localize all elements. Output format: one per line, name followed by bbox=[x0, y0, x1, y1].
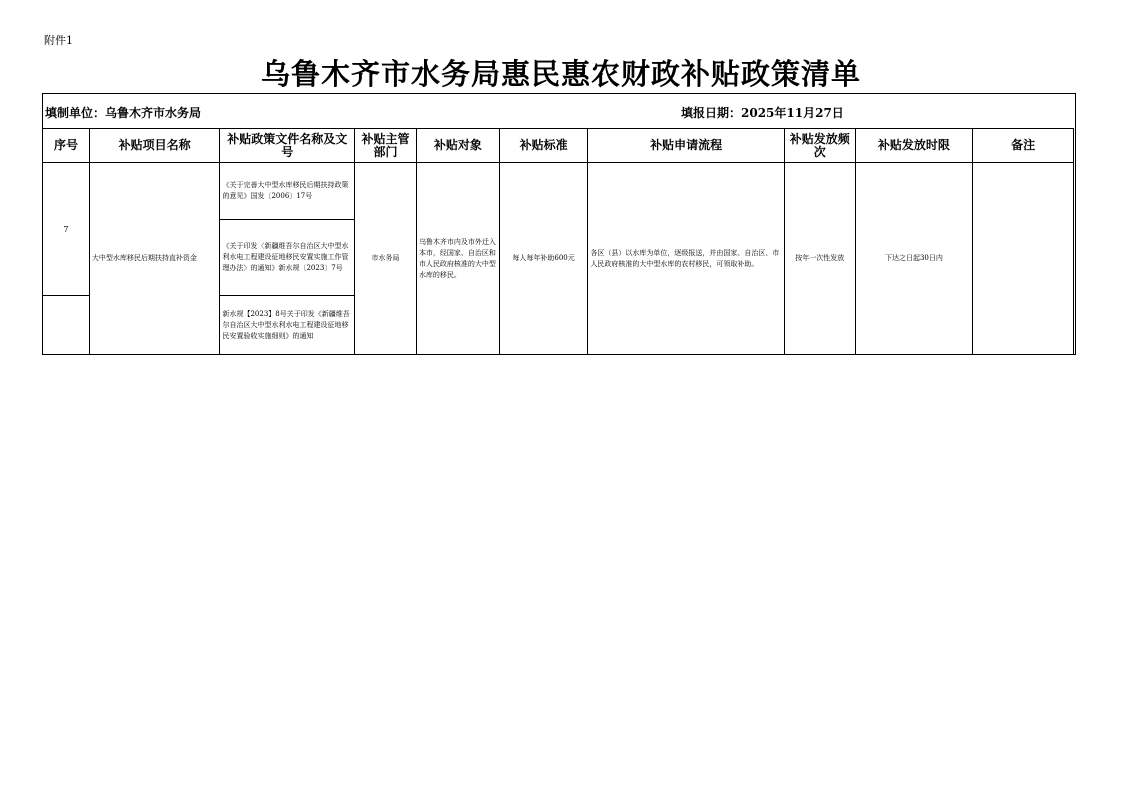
compiling-unit: 填制单位：乌鲁木齐市水务局 bbox=[45, 106, 202, 120]
table-row bbox=[43, 163, 1074, 220]
header-row bbox=[43, 129, 1074, 163]
cell-process: 各区（县）以水库为单位，逐级报送，并由国家、自治区、市人民政府核准的大中型水库的农村移民，可领取补助。 bbox=[588, 163, 784, 355]
header-frequency: 补贴发放频次 bbox=[784, 129, 855, 163]
cell-deadline: 下达之日起30日内 bbox=[855, 163, 973, 355]
cell-target: 乌鲁木齐市内及市外迁入本市，经国家、自治区和市人民政府核准的大中型水库的移民。 bbox=[416, 163, 499, 355]
header-seq: 序号 bbox=[43, 129, 90, 163]
header-note: 备注 bbox=[973, 129, 1074, 163]
cell-document-3: 新水规【2023】8号关于印发《新疆维吾尔自治区大中型水利水电工程建设征地移民安置验收实施细则》的通知 bbox=[220, 296, 355, 355]
cell-project: 大中型水库移民后期扶持直补资金 bbox=[89, 163, 220, 355]
header-project: 补贴项目名称 bbox=[89, 129, 220, 163]
cell-seq: 7 bbox=[43, 163, 90, 296]
policy-table bbox=[42, 128, 1074, 355]
cell-seq-empty bbox=[43, 296, 90, 355]
cell-department: 市水务局 bbox=[355, 163, 417, 355]
cell-frequency: 按年一次性发放 bbox=[784, 163, 855, 355]
header-standard: 补贴标准 bbox=[499, 129, 588, 163]
cell-standard: 每人每年补助600元 bbox=[499, 163, 588, 355]
cell-document-2: 《关于印发〈新疆维吾尔自治区大中型水利水电工程建设征地移民安置实施工作管理办法〉的通知》新水规〔2023〕7号 bbox=[220, 220, 355, 296]
header-documents: 补贴政策文件名称及文号 bbox=[220, 129, 355, 163]
header-process: 补贴申请流程 bbox=[588, 129, 784, 163]
header-department: 补贴主管部门 bbox=[355, 129, 417, 163]
cell-note bbox=[973, 163, 1074, 355]
header-deadline: 补贴发放时限 bbox=[855, 129, 973, 163]
cell-document-1: 《关于完善大中型水库移民后期扶持政策的意见》国发〔2006〕17号 bbox=[220, 163, 355, 220]
annex-label: 附件1 bbox=[44, 34, 73, 47]
page-title: 乌鲁木齐市水务局惠民惠农财政补贴政策清单 bbox=[260, 57, 861, 91]
policy-sheet bbox=[42, 93, 1076, 355]
fill-date: 填报日期：2025年11月27日 bbox=[681, 106, 844, 120]
header-target: 补贴对象 bbox=[416, 129, 499, 163]
